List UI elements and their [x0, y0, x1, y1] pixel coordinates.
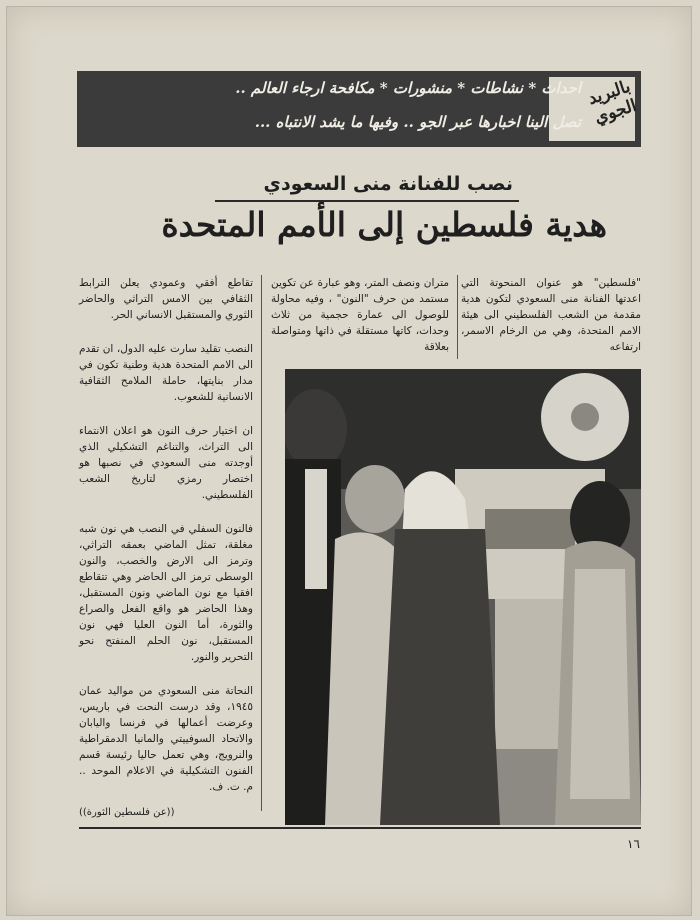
bottom-divider: [79, 827, 641, 829]
banner-line-2: تصل الينا اخبارها عبر الجو .. وفيها ما يشد الانتباه ...: [254, 113, 581, 131]
paragraph: النحاتة منى السعودي من مواليد عمان ١٩٤٥، وقد درست النحت في باريس، وعرضت أعمالها في فرنسا واليابان والاتحاد السوفييتي والمانيا الدمقراطية والنرويج، وهي تعمل حاليا رئيسة قسم الفنون التشكيلية في الاعلام الموحد .. م. ت. ف.: [79, 685, 253, 793]
photo-illustration: [285, 369, 641, 825]
article-column-right: [461, 275, 641, 373]
paragraph: النصب تقليد سارت عليه الدول، ان تقدم الى الامم المتحدة هدية وطنية تكون في مدار بنايتها، حاملة الملامح الثقافية الانسانية للشعوب.: [79, 343, 253, 403]
column-divider: [261, 275, 262, 811]
kicker-divider: [215, 200, 519, 202]
article-headline: هدية فلسطين إلى الأمم المتحدة: [161, 205, 607, 244]
paragraph: متران ونصف المتر، وهو عبارة عن تكوين مستمد من حرف "النون" ، وفيه محاولة للوصول الى عمارة حجمية من ثلاث وحدات، كاتها مستقلة في ذاتها ومتواصلة بعلاقة: [271, 277, 449, 353]
paragraph: فالنون السفلي في النصب هي نون شبه مغلقة، تمثل الماضي بعمقه التراثي، وترمز الى الارض والخصب، والنون الوسطى ترمز الى الحاضر وهي تتقاطع افقيا مع نون الماضي ونون المستقبل، وهذا الحاضر هو واقع الفعل والصراع والثورة، أما النون العليا فهي نون المستقبل، نون الحلم المنفتح نحو التحرير والنور.: [79, 523, 253, 663]
magazine-page: [6, 6, 692, 916]
article-photo: [285, 369, 641, 825]
paragraph: تقاطع أفقي وعمودي يعلن الترابط الثقافي بين الامس التراثي والحاضر الثوري والمستقبل الانساني الحر.: [79, 277, 253, 321]
page-number: ١٦: [627, 837, 640, 851]
paragraph: ان اختيار حرف النون هو اعلان الانتماء الى التراث، والتناغم التشكيلي الذي أوجدته منى السعودي في نصبها هو اختصار رمزي لتاريخ الشعب الفلسطيني.: [79, 425, 253, 501]
article-column-left: [79, 275, 253, 813]
paragraph: "فلسطين" هو عنوان المنحوتة التي اعدتها الفنانة منى السعودي لتكون هدية مقدمة من الشعب الفلسطيني الى هيئة الامم المتحدة، وهي من الرخام الاسمر، ارتفاعه: [461, 277, 641, 353]
source-credit: ((عن فلسطين الثورة)): [79, 807, 175, 818]
column-divider: [457, 275, 458, 359]
banner-line-1: احداث * نشاطات * منشورات * مكافحة ارجاء العالم ..: [235, 79, 581, 97]
article-column-middle: [271, 275, 449, 373]
article-kicker: نصب للفنانة منى السعودي: [263, 173, 513, 195]
section-logo-text: بالبريد الجوي: [585, 76, 640, 129]
